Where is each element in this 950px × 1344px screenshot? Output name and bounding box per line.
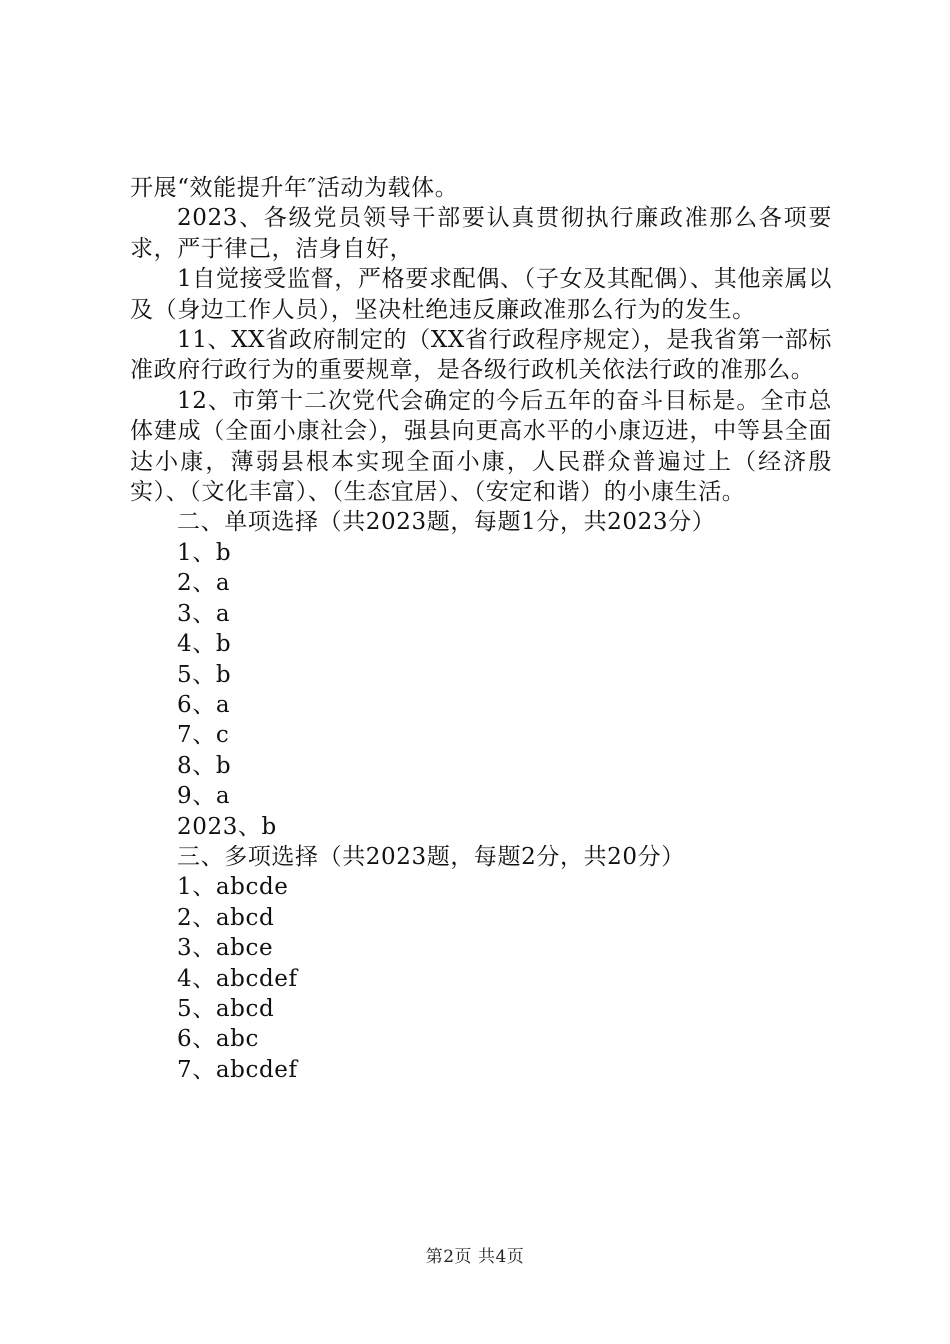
single-choice-answer: 3、a — [177, 600, 231, 627]
paragraph-cadre-requirements: 2023、各级党员领导干部要认真贯彻执行廉政准那么各项要求，严于律己，洁身自好， — [130, 205, 832, 262]
multiple-choice-answer: 4、abcdef — [177, 965, 298, 992]
single-choice-answer: 1、b — [177, 539, 232, 566]
single-choice-answer: 7、c — [177, 722, 230, 749]
single-choice-answer: 2023、b — [177, 813, 277, 840]
multiple-choice-answer: 6、abc — [177, 1026, 259, 1053]
paragraph-party-congress-goals: 12、市第十二次党代会确定的今后五年的奋斗目标是。全市总体建成（全面小康社会），强县向更高水平的小康迈进，中等县全面达小康，薄弱县根本实现全面小康，人民群众普遍过上（经济殷实）、（文化丰富）、（生态宜居）、（安定和谐）的小康生活。 — [130, 387, 832, 506]
multiple-choice-answer: 1、abcde — [177, 874, 289, 901]
document-body — [130, 173, 832, 1085]
single-choice-answer: 5、b — [177, 661, 232, 688]
multiple-choice-answer: 2、abcd — [177, 904, 275, 931]
single-choice-answer: 6、a — [177, 691, 231, 718]
single-choice-answer: 4、b — [177, 631, 232, 658]
single-choice-answer: 2、a — [177, 570, 231, 597]
multiple-choice-heading: 三、多项选择（共2023题，每题2分，共20分） — [177, 843, 685, 870]
multiple-choice-answer: 7、abcdef — [177, 1056, 298, 1083]
multiple-choice-answer: 5、abcd — [177, 995, 275, 1022]
paragraph-administrative-procedure: 11、XX省政府制定的（XX省行政程序规定），是我省第一部标准政府行政行为的重要规章，是各级行政机关依法行政的准那么。 — [130, 327, 832, 384]
page-number-footer: 第2页 共4页 — [425, 1247, 525, 1267]
single-choice-answer: 9、a — [177, 783, 231, 810]
multiple-choice-answer: 3、abce — [177, 935, 274, 962]
single-choice-answer: 8、b — [177, 752, 232, 779]
paragraph-supervision: 1自觉接受监督，严格要求配偶、（子女及其配偶）、其他亲属以及（身边工作人员），坚决杜绝违反廉政准那么行为的发生。 — [130, 266, 832, 323]
single-choice-heading: 二、单项选择（共2023题，每题1分，共2023分） — [177, 509, 716, 536]
paragraph-efficiency-year: 开展“效能提升年″活动为载体。 — [130, 175, 459, 201]
